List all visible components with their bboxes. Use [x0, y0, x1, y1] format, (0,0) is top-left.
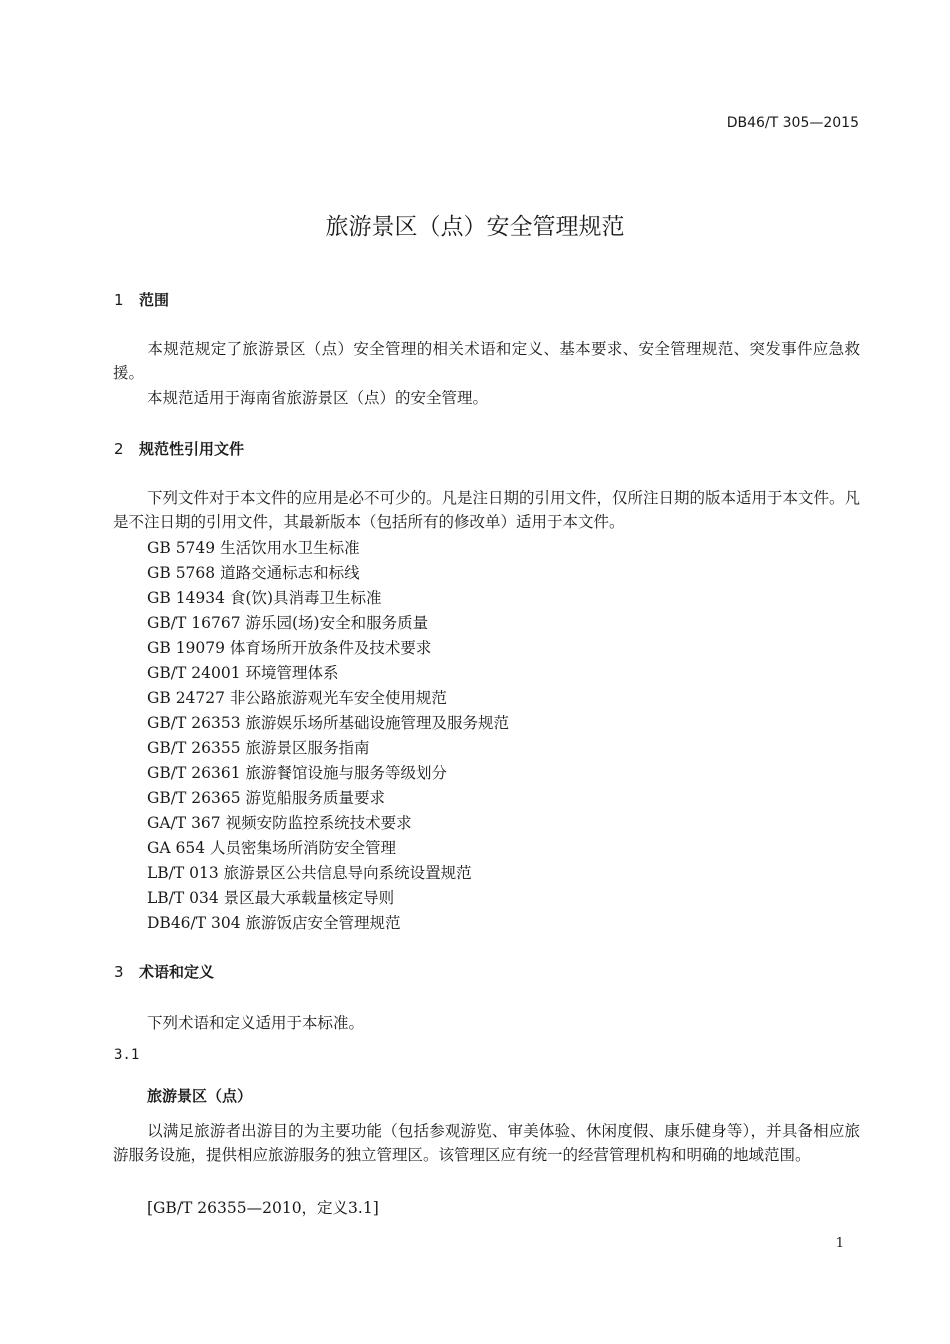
reference-item: GB 14934 食(饮)具消毒卫生标准 [147, 589, 382, 607]
reference-item: GB 5749 生活饮用水卫生标准 [147, 539, 360, 557]
reference-item: GB/T 16767 游乐园(场)安全和服务质量 [147, 614, 429, 632]
section-title: 范围 [139, 291, 170, 309]
section-title: 术语和定义 [139, 963, 215, 981]
reference-item: GB 19079 体育场所开放条件及技术要求 [147, 639, 432, 657]
section-2-heading [114, 438, 244, 459]
reference-item: GA 654 人员密集场所消防安全管理 [147, 839, 397, 857]
page-number: 1 [835, 1236, 844, 1251]
section-1-heading [114, 289, 169, 310]
reference-item: GB/T 26361 旅游餐馆设施与服务等级划分 [147, 764, 447, 782]
reference-item: DB46/T 304 旅游饭店安全管理规范 [147, 914, 401, 932]
scope-paragraph-1 [113, 337, 860, 385]
term-definition [113, 1119, 860, 1167]
section-number: 3 [114, 963, 124, 981]
reference-item: GB/T 26365 游览船服务质量要求 [147, 789, 385, 807]
reference-item: LB/T 034 景区最大承载量核定导则 [147, 889, 395, 907]
paragraph-text: 以满足旅游者出游目的为主要功能（包括参观游览、审美体验、休闲度假、康乐健身等），并具备相应旅游服务设施，提供相应旅游服务的独立管理区。该管理区应有统一的经营管理机构和明确的地域范围。 [113, 1122, 860, 1164]
document-title: 旅游景区（点）安全管理规范 [325, 214, 625, 240]
section-number: 2 [114, 440, 124, 458]
reference-item: GB 5768 道路交通标志和标线 [147, 564, 360, 582]
section-number: 1 [114, 291, 124, 309]
reference-item: GB/T 24001 环境管理体系 [147, 664, 339, 682]
reference-item: GB/T 26355 旅游景区服务指南 [147, 739, 370, 757]
paragraph-text: 下列文件对于本文件的应用是必不可少的。凡是注日期的引用文件，仅所注日期的版本适用于本文件。凡是不注日期的引用文件，其最新版本（包括所有的修改单）适用于本文件。 [113, 489, 861, 531]
terms-intro: 下列术语和定义适用于本标准。 [147, 1014, 365, 1032]
definition-source: [GB/T 26355—2010，定义3.1] [147, 1199, 379, 1217]
subsection-number: 3.1 [114, 1047, 140, 1063]
reference-item: GB 24727 非公路旅游观光车安全使用规范 [147, 689, 447, 707]
paragraph-text: 本规范规定了旅游景区（点）安全管理的相关术语和定义、基本要求、安全管理规范、突发事件应急救援。 [113, 340, 860, 382]
reference-item: GB/T 26353 旅游娱乐场所基础设施管理及服务规范 [147, 714, 509, 732]
section-title: 规范性引用文件 [139, 440, 245, 458]
term-name: 旅游景区（点） [147, 1087, 253, 1105]
scope-paragraph-2: 本规范适用于海南省旅游景区（点）的安全管理。 [147, 389, 489, 407]
reference-item: GA/T 367 视频安防监控系统技术要求 [147, 814, 412, 832]
references-intro [113, 486, 860, 534]
section-3-heading [114, 961, 214, 982]
reference-item: LB/T 013 旅游景区公共信息导向系统设置规范 [147, 864, 472, 882]
standard-code: DB46/T 305—2015 [726, 115, 859, 131]
